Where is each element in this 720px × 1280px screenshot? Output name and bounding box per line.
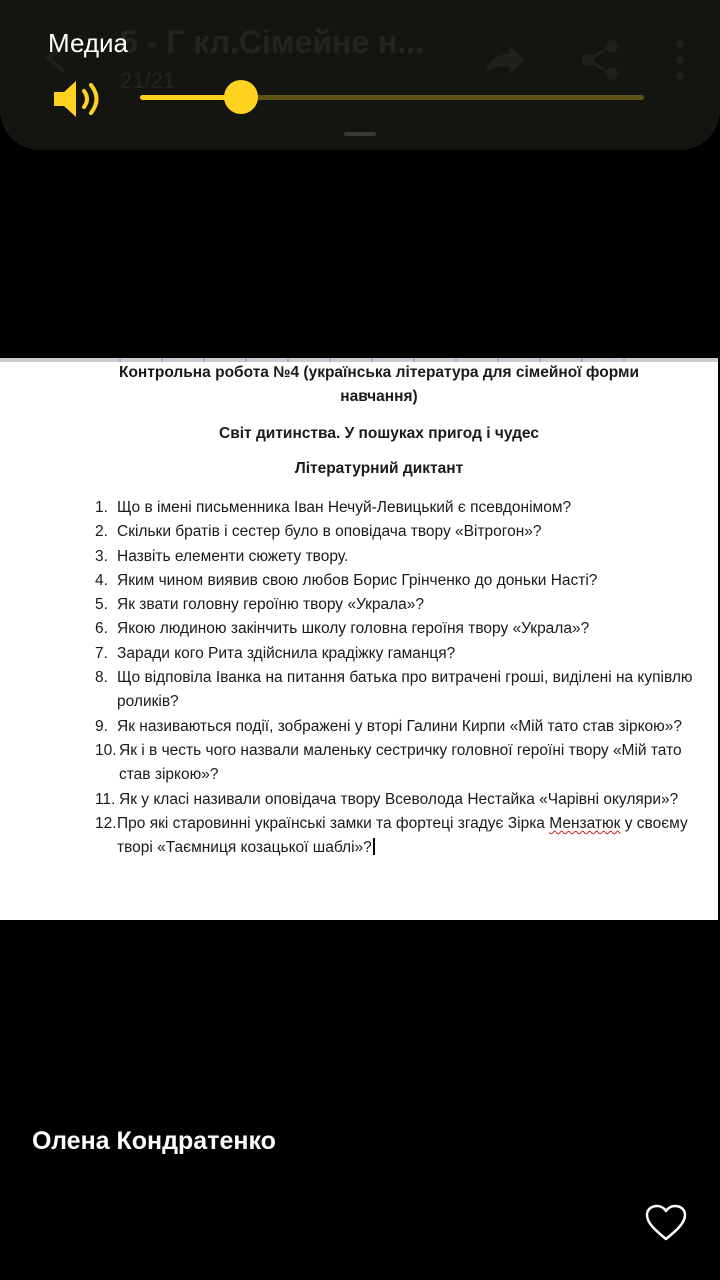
question-text [117, 815, 688, 856]
question-number: 1. [95, 499, 108, 516]
question-number: 3. [95, 547, 108, 565]
spellcheck-marked-word: Мензатюк [549, 814, 621, 832]
question-number: 6. [95, 620, 108, 638]
question-text: Як називаються події, зображені у вторі Галини Кирпи «Мій тато став зіркою»? [117, 717, 683, 735]
list-item [95, 617, 695, 641]
heart-icon[interactable] [645, 1204, 687, 1242]
panel-drag-handle[interactable] [344, 132, 376, 136]
question-text-part: у своєму творі «Таємниця козацької шаблі»? [117, 814, 688, 857]
question-text: Що відповіла Іванка на питання батька про витрачені гроші, виділені на купівлю роликів? [117, 669, 693, 711]
document-image[interactable] [0, 358, 718, 920]
question-text: Як і в честь чого назвали маленьку сестричку головної героїні твору «Мій тато став зіркою»? [119, 741, 682, 784]
question-number: 12. [95, 814, 117, 832]
text-cursor [373, 838, 375, 855]
doc-subheading: Світ дитинства. У пошуках пригод і чудес [219, 425, 539, 442]
list-item [95, 812, 695, 861]
doc-title-line1: Контрольна робота №4 (українська література для сімейної форми [119, 364, 639, 381]
list-item [95, 496, 695, 520]
question-list [95, 496, 695, 860]
volume-panel [0, 0, 720, 150]
question-text: Яким чином виявив свою любов Борис Грінченко до доньки Насті? [117, 571, 598, 589]
question-text: Заради кого Рита здійснила крадіжку гаманця? [117, 644, 456, 662]
list-item [95, 593, 695, 617]
author-name[interactable]: Олена Кондратенко [32, 1127, 276, 1155]
question-text: Що в імені письменника Іван Нечуй-Левицький є псевдонімом? [117, 499, 572, 516]
speaker-icon[interactable] [52, 78, 108, 120]
question-number: 7. [95, 644, 108, 662]
question-number: 10. [95, 741, 117, 759]
question-number: 9. [95, 717, 108, 735]
question-number: 2. [95, 523, 108, 541]
question-number: 4. [95, 571, 108, 589]
question-number: 11. [95, 790, 116, 808]
question-text: Якою людиною закінчить школу головна героїня твору «Украла»? [117, 620, 590, 638]
list-item [95, 739, 695, 788]
question-text: Як звати головну героїню твору «Украла»? [117, 596, 425, 614]
doc-title-line2: навчання) [340, 388, 418, 405]
volume-slider[interactable] [140, 95, 644, 100]
list-item [95, 569, 695, 593]
list-item [95, 642, 695, 666]
question-number: 5. [95, 596, 108, 614]
question-text-part: Про які старовинні українські замки та фортеці згадує Зірка [117, 814, 550, 832]
volume-slider-thumb[interactable] [224, 80, 258, 114]
question-text: Скільки братів і сестер було в оповідача твору «Вітрогон»? [117, 523, 542, 541]
list-item [95, 715, 695, 739]
list-item [95, 545, 695, 569]
list-item [95, 788, 695, 812]
ruler-ticks [0, 358, 718, 362]
list-item [95, 666, 695, 715]
question-text: Назвіть елементи сюжету твору. [117, 547, 349, 565]
list-item [95, 520, 695, 544]
question-number: 8. [95, 669, 108, 687]
question-text: Як у класі називали оповідача твору Всеволода Нестайка «Чарівні окуляри»? [119, 790, 679, 808]
doc-section-title: Літературний диктант [294, 460, 464, 477]
volume-stream-label: Медиа [48, 28, 128, 58]
